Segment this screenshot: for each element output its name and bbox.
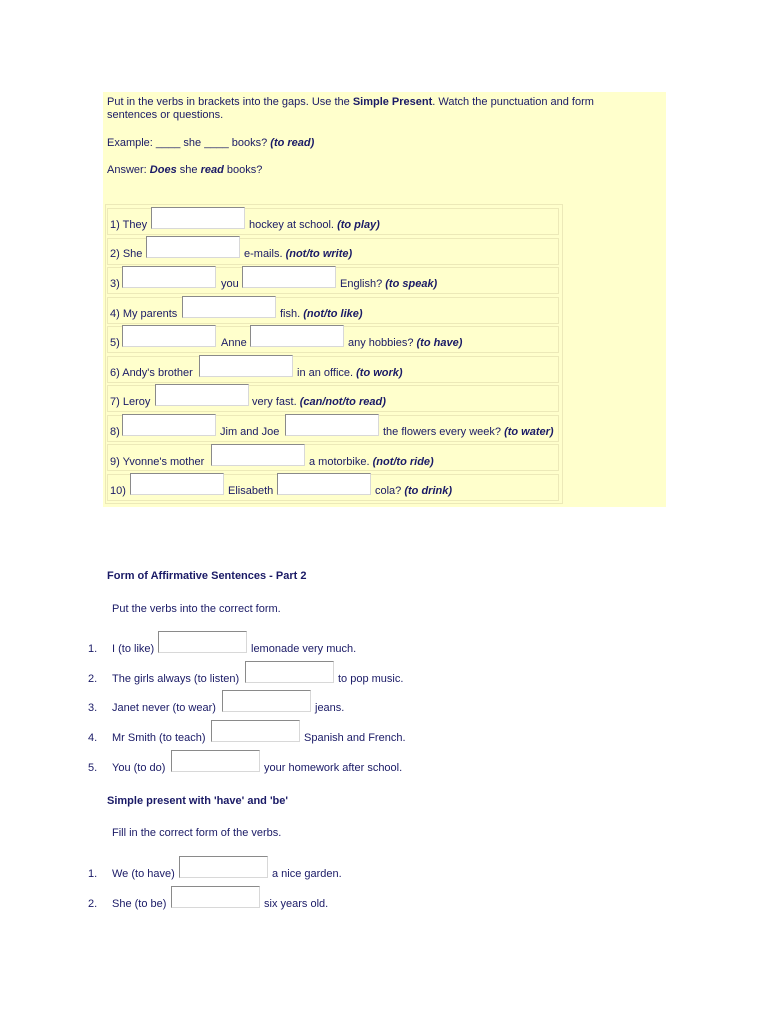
row-prefix: 6) Andy's brother xyxy=(110,367,193,379)
verb-hint: (not/to like) xyxy=(303,308,363,320)
row-prefix: 10) xyxy=(110,485,126,497)
verb-hint: (to drink) xyxy=(404,485,453,497)
row-suffix xyxy=(280,308,363,320)
answer-gap[interactable] xyxy=(151,207,245,229)
row-suffix xyxy=(348,337,462,349)
row-suffix-text: any hobbies? xyxy=(348,337,414,349)
row-suffix xyxy=(244,248,352,260)
exercise-2-heading: Form of Affirmative Sentences - Part 2 xyxy=(107,570,307,582)
exercise-3-instruction: Fill in the correct form of the verbs. xyxy=(112,827,282,839)
item-suffix: lemonade very much. xyxy=(251,643,357,655)
answer-gap[interactable] xyxy=(122,266,216,288)
verb-hint: (to work) xyxy=(356,367,403,379)
answer-gap[interactable] xyxy=(245,661,334,683)
row-suffix xyxy=(297,367,403,379)
row-suffix xyxy=(375,485,452,497)
item-prefix: You (to do) xyxy=(112,762,166,774)
item-prefix: Mr Smith (to teach) xyxy=(112,732,206,744)
answer-gap[interactable] xyxy=(250,325,344,347)
row-suffix xyxy=(340,278,437,290)
item-number: 1. xyxy=(88,643,98,655)
item-suffix: your homework after school. xyxy=(264,762,403,774)
answer-gap[interactable] xyxy=(179,856,268,878)
item-number: 2. xyxy=(88,898,98,910)
answer-word: read xyxy=(200,164,224,176)
item-suffix: a nice garden. xyxy=(272,868,342,880)
example-hint: (to read) xyxy=(270,137,315,149)
row-prefix: 4) My parents xyxy=(110,308,178,320)
row-suffix-text: cola? xyxy=(375,485,402,497)
answer-gap[interactable] xyxy=(199,355,293,377)
item-prefix: We (to have) xyxy=(112,868,175,880)
verb-hint: (to play) xyxy=(337,219,380,231)
answer-gap[interactable] xyxy=(158,631,247,653)
row-middle: you xyxy=(221,278,239,290)
item-suffix: six years old. xyxy=(264,898,329,910)
row-middle: Anne xyxy=(221,337,247,349)
instruction-text: Put in the verbs in brackets into the gaps. Use the xyxy=(107,96,353,108)
instruction-text-rest: . Watch the punctuation and form sentences or questions. xyxy=(107,96,594,121)
answer-gap[interactable] xyxy=(130,473,224,495)
item-prefix: Janet never (to wear) xyxy=(112,702,216,714)
example-line xyxy=(107,137,314,149)
row-suffix-text: fish. xyxy=(280,308,301,320)
exercise-1-instruction xyxy=(107,96,627,122)
row-suffix-text: the flowers every week? xyxy=(383,426,501,438)
row-suffix-text: a motorbike. xyxy=(309,456,370,468)
item-prefix: She (to be) xyxy=(112,898,167,910)
answer-gap[interactable] xyxy=(146,236,240,258)
row-prefix: 3) xyxy=(110,278,120,290)
answer-gap[interactable] xyxy=(211,720,300,742)
verb-hint: (to water) xyxy=(504,426,554,438)
row-suffix-text: e-mails. xyxy=(244,248,283,260)
row-suffix xyxy=(252,396,386,408)
verb-hint: (to have) xyxy=(416,337,463,349)
row-prefix: 1) They xyxy=(110,219,148,231)
instruction-tense: Simple Present xyxy=(352,96,433,108)
item-prefix: I (to like) xyxy=(112,643,155,655)
answer-line xyxy=(107,164,262,176)
answer-gap[interactable] xyxy=(122,414,216,436)
verb-hint: (to speak) xyxy=(385,278,438,290)
exercise-2-instruction: Put the verbs into the correct form. xyxy=(112,603,281,615)
row-suffix-text: English? xyxy=(340,278,383,290)
item-number: 1. xyxy=(88,868,98,880)
row-prefix: 2) She xyxy=(110,248,143,260)
exercise-3-heading: Simple present with 'have' and 'be' xyxy=(107,795,289,807)
answer-label: Answer: xyxy=(107,164,150,176)
item-suffix: to pop music. xyxy=(338,673,404,685)
answer-text: she xyxy=(176,164,201,176)
answer-text: books? xyxy=(223,164,263,176)
answer-gap[interactable] xyxy=(277,473,371,495)
example-text: Example: ____ she ____ books? xyxy=(107,137,271,149)
verb-hint: (not/to write) xyxy=(285,248,353,260)
answer-gap[interactable] xyxy=(182,296,276,318)
row-suffix xyxy=(309,456,434,468)
answer-word: Does xyxy=(149,164,177,176)
item-number: 5. xyxy=(88,762,98,774)
row-suffix-text: in an office. xyxy=(297,367,354,379)
verb-hint: (not/to ride) xyxy=(372,456,434,468)
row-prefix: 7) Leroy xyxy=(110,396,151,408)
item-number: 4. xyxy=(88,732,98,744)
answer-gap[interactable] xyxy=(155,384,249,406)
row-middle: Jim and Joe xyxy=(220,426,280,438)
row-prefix: 9) Yvonne's mother xyxy=(110,456,205,468)
item-suffix: jeans. xyxy=(315,702,345,714)
answer-gap[interactable] xyxy=(171,886,260,908)
row-middle: Elisabeth xyxy=(228,485,274,497)
row-suffix xyxy=(249,219,380,231)
answer-gap[interactable] xyxy=(211,444,305,466)
item-number: 3. xyxy=(88,702,98,714)
row-suffix-text: very fast. xyxy=(252,396,297,408)
answer-gap[interactable] xyxy=(122,325,216,347)
verb-hint: (can/not/to read) xyxy=(299,396,386,408)
answer-gap[interactable] xyxy=(222,690,311,712)
answer-gap[interactable] xyxy=(171,750,260,772)
item-suffix: Spanish and French. xyxy=(304,732,406,744)
item-number: 2. xyxy=(88,673,98,685)
item-prefix: The girls always (to listen) xyxy=(112,673,240,685)
row-suffix xyxy=(383,426,554,438)
answer-gap[interactable] xyxy=(285,414,379,436)
answer-gap[interactable] xyxy=(242,266,336,288)
row-prefix: 8) xyxy=(110,426,120,438)
row-prefix: 5) xyxy=(110,337,120,349)
row-suffix-text: hockey at school. xyxy=(249,219,334,231)
